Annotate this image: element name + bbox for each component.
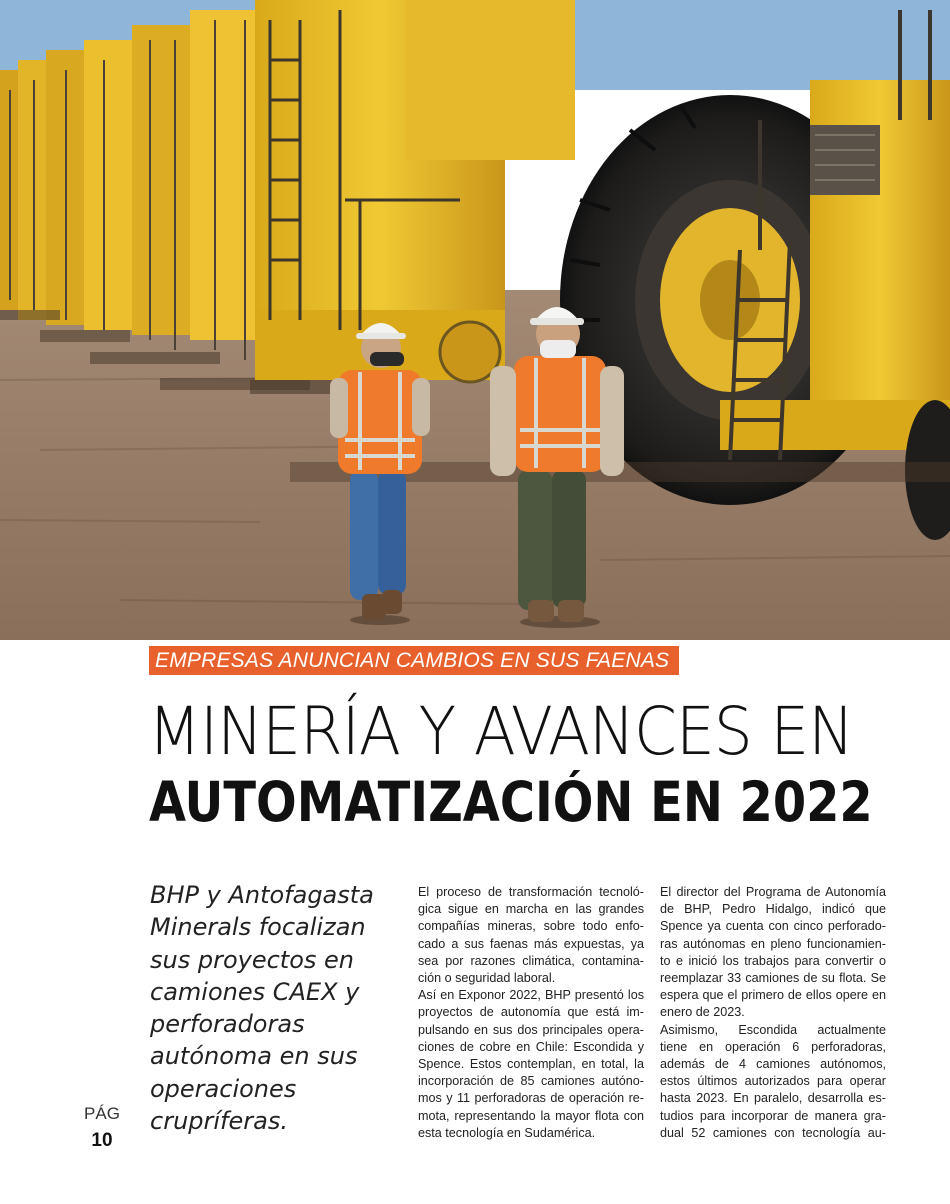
body-line: Asimismo, Escondida actualmente xyxy=(660,1022,886,1037)
body-line: proyectos de autonomía que está im- xyxy=(418,1005,644,1020)
body-line: to e inició los trabajos para convertir o xyxy=(660,953,886,968)
body-line: sea por razones climática, contamina- xyxy=(418,953,644,968)
headline-line-1: MINERÍA Y AVANCES EN xyxy=(148,693,854,770)
body-line: Así en Exponor 2022, BHP presentó los xyxy=(418,988,644,1003)
lead-line: perforadoras xyxy=(150,1010,305,1039)
headline-line-2: AUTOMATIZACIÓN EN 2022 xyxy=(149,770,873,834)
body-line: Spence. Estos contemplan, en total, la xyxy=(418,1057,644,1072)
body-line: incorporación de 85 camiones autóno- xyxy=(418,1074,644,1089)
body-line: compañías mineras, sobre todo enfo- xyxy=(418,919,644,934)
body-line: reemplazar 33 camiones de su flota. Se xyxy=(660,971,886,986)
body-line: cado a sus faenas más expuestas, ya xyxy=(418,936,644,951)
body-line: Spence ya cuenta con cinco perforado- xyxy=(660,919,886,934)
body-line: hasta 2023. En paralelo, desarrolla es- xyxy=(660,1091,886,1106)
section-kicker: EMPRESAS ANUNCIAN CAMBIOS EN SUS FAENAS xyxy=(149,646,679,675)
body-line: tiene en operación 6 perforadoras, xyxy=(660,1039,886,1054)
body-line: ras autónomas en pleno funcionamien- xyxy=(660,936,886,951)
lead-line: camiones CAEX y xyxy=(150,977,360,1006)
body-line: El proceso de transformación tecnoló- xyxy=(418,885,644,899)
body-line: El director del Programa de Autonomía xyxy=(660,885,886,899)
body-column-2 xyxy=(660,884,886,1142)
body-line: mota, representando la mayor flota con xyxy=(418,1108,644,1123)
lead-paragraph xyxy=(150,879,385,1137)
body-line: dual 52 camiones con tecnología au- xyxy=(660,1125,886,1140)
page-number: 10 xyxy=(91,1130,113,1151)
page-label: PÁG xyxy=(84,1104,120,1123)
body-line: gica sigue en marcha en las grandes xyxy=(418,902,644,917)
body-line: además de 4 camiones autónomos, xyxy=(660,1057,886,1072)
lead-line: sus proyectos en xyxy=(150,945,354,974)
body-line: pulsando en sus dos principales opera- xyxy=(418,1022,644,1037)
body-line: tudios para incorporar de manera gra- xyxy=(660,1108,886,1123)
body-line: espera que el primero de ellos opere en xyxy=(660,988,886,1003)
lead-line: autónoma en sus xyxy=(150,1042,358,1071)
lead-line: crupríferas. xyxy=(150,1107,288,1136)
lead-line: BHP y Antofagasta xyxy=(150,881,374,909)
body-line: de BHP, Pedro Hidalgo, indicó que xyxy=(660,902,886,917)
lead-line: Minerals focalizan xyxy=(150,913,366,942)
body-line: mos y 11 perforadoras de operación re- xyxy=(418,1091,644,1106)
body-line: ciones de cobre en Chile: Escondida y xyxy=(418,1039,644,1054)
body-line: enero de 2023. xyxy=(660,1005,745,1020)
body-column-1 xyxy=(418,884,644,1142)
body-line: estos últimos autorizados para operar xyxy=(660,1074,886,1089)
lead-line: operaciones xyxy=(150,1074,297,1103)
body-line: ción o seguridad laboral. xyxy=(418,971,556,986)
body-line: esta tecnología en Sudamérica. xyxy=(418,1125,596,1140)
